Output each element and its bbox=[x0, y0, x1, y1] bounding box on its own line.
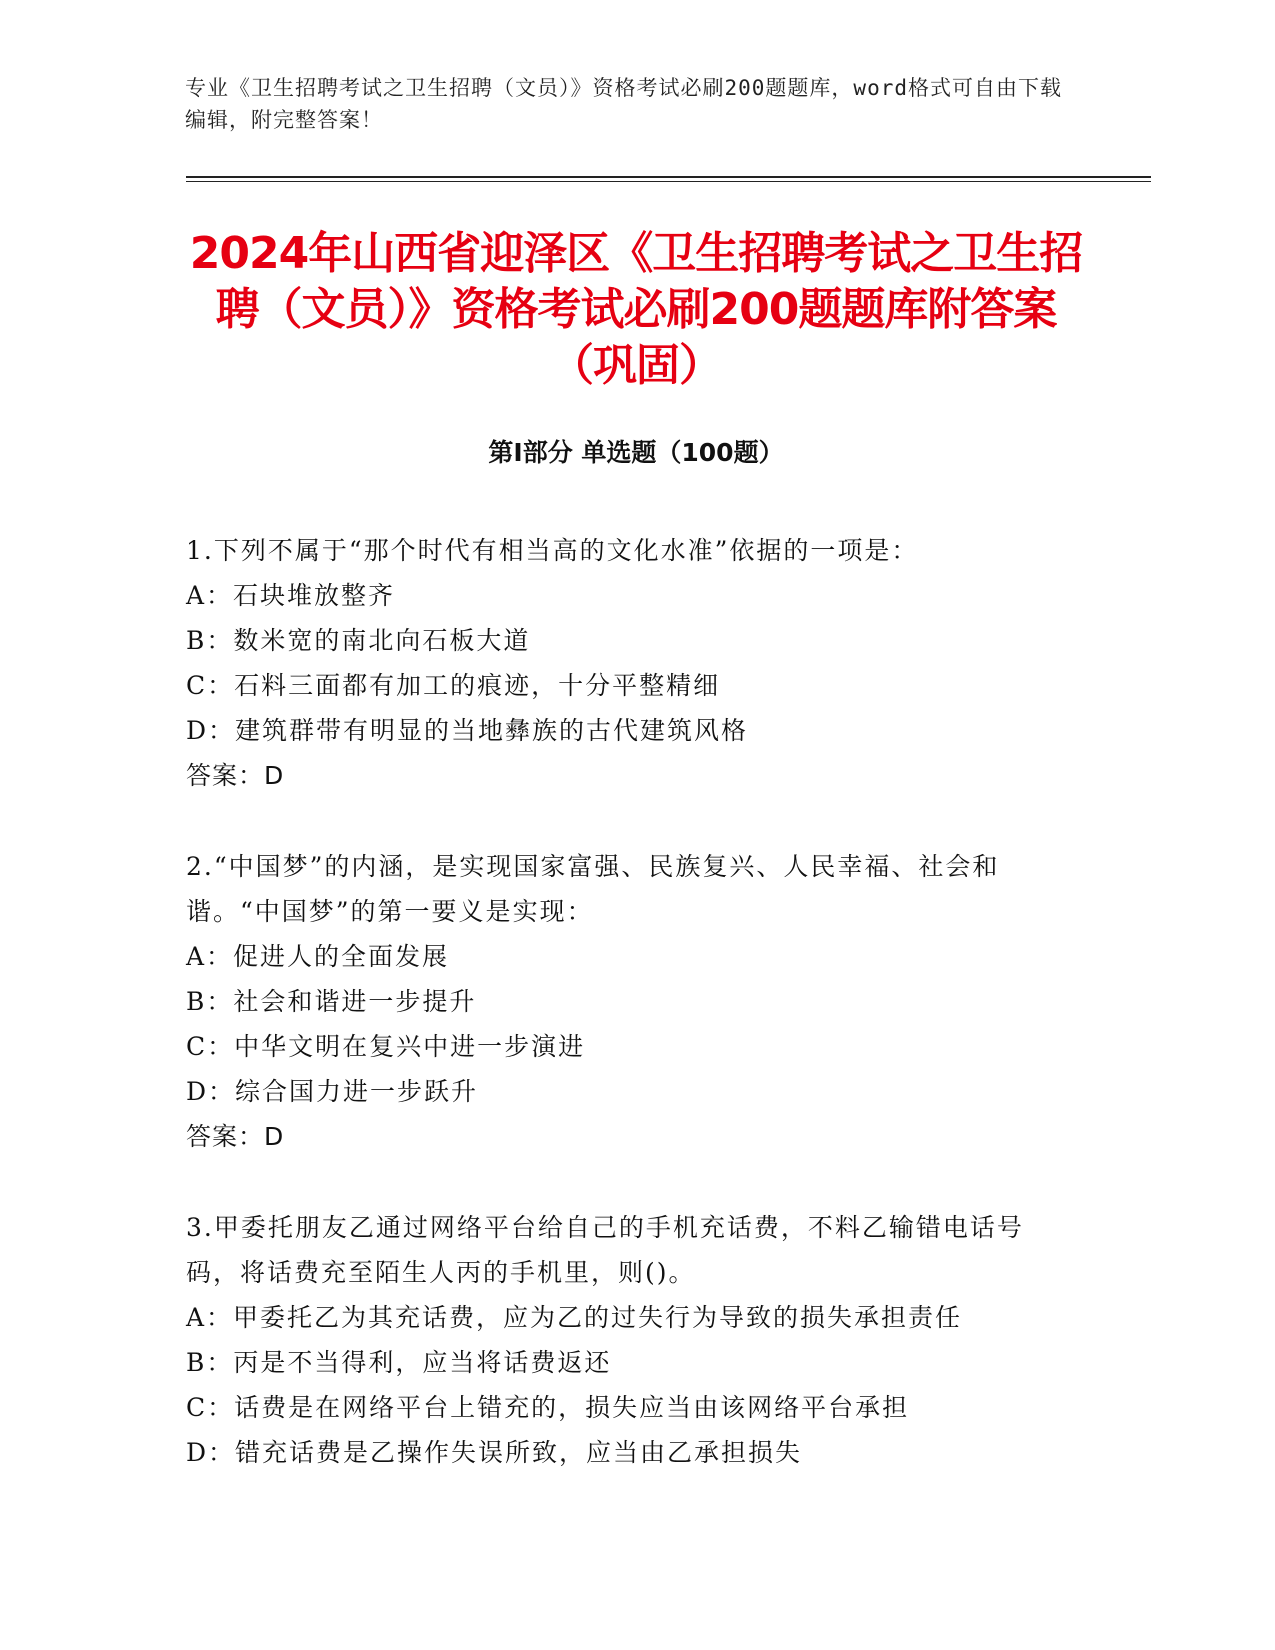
header-note: 专业《卫生招聘考试之卫生招聘（文员）》资格考试必刷200题题库，word格式可自由下载编辑，附完整答案！ bbox=[185, 76, 1062, 132]
option-d: D：错充话费是乙操作失误所致，应当由乙承担损失 bbox=[186, 1438, 803, 1467]
question-stem: 1.下列不属于“那个时代有相当高的文化水准”依据的一项是： bbox=[186, 536, 919, 565]
option-c: C：中华文明在复兴中进一步演进 bbox=[186, 1032, 586, 1061]
option-b: B：社会和谐进一步提升 bbox=[186, 987, 477, 1016]
option-d: D：综合国力进一步跃升 bbox=[186, 1077, 479, 1106]
answer-line: 答案：D bbox=[186, 761, 285, 790]
answer-line: 答案：D bbox=[186, 1122, 285, 1151]
option-a: A：甲委托乙为其充话费，应为乙的过失行为导致的损失承担责任 bbox=[186, 1303, 963, 1332]
header-divider-thick bbox=[186, 176, 1151, 178]
option-d: D：建筑群带有明显的当地彝族的古代建筑风格 bbox=[186, 716, 749, 745]
document-title: 2024年山西省迎泽区《卫生招聘考试之卫生招聘（文员）》资格考试必刷200题题库附答案（巩固） bbox=[189, 228, 1083, 391]
section-heading: 第Ⅰ部分 单选题（100题） bbox=[488, 438, 784, 467]
option-c: C：话费是在网络平台上错充的，损失应当由该网络平台承担 bbox=[186, 1393, 910, 1422]
question-2 bbox=[186, 844, 1066, 1159]
option-b: B：丙是不当得利，应当将话费返还 bbox=[186, 1348, 612, 1377]
question-list bbox=[186, 528, 1066, 1521]
option-b: B：数米宽的南北向石板大道 bbox=[186, 626, 531, 655]
header-divider-thin bbox=[186, 181, 1151, 182]
option-c: C：石料三面都有加工的痕迹，十分平整精细 bbox=[186, 671, 721, 700]
question-3 bbox=[186, 1205, 1066, 1475]
question-stem: 2.“中国梦”的内涵，是实现国家富强、民族复兴、人民幸福、社会和谐。“中国梦”的第一要义是实现： bbox=[186, 852, 1000, 926]
question-stem: 3.甲委托朋友乙通过网络平台给自己的手机充话费，不料乙输错电话号码，将话费充至陌生人丙的手机里，则()。 bbox=[186, 1213, 1024, 1287]
option-a: A：石块堆放整齐 bbox=[186, 581, 396, 610]
option-a: A：促进人的全面发展 bbox=[186, 942, 450, 971]
question-1 bbox=[186, 528, 1066, 798]
